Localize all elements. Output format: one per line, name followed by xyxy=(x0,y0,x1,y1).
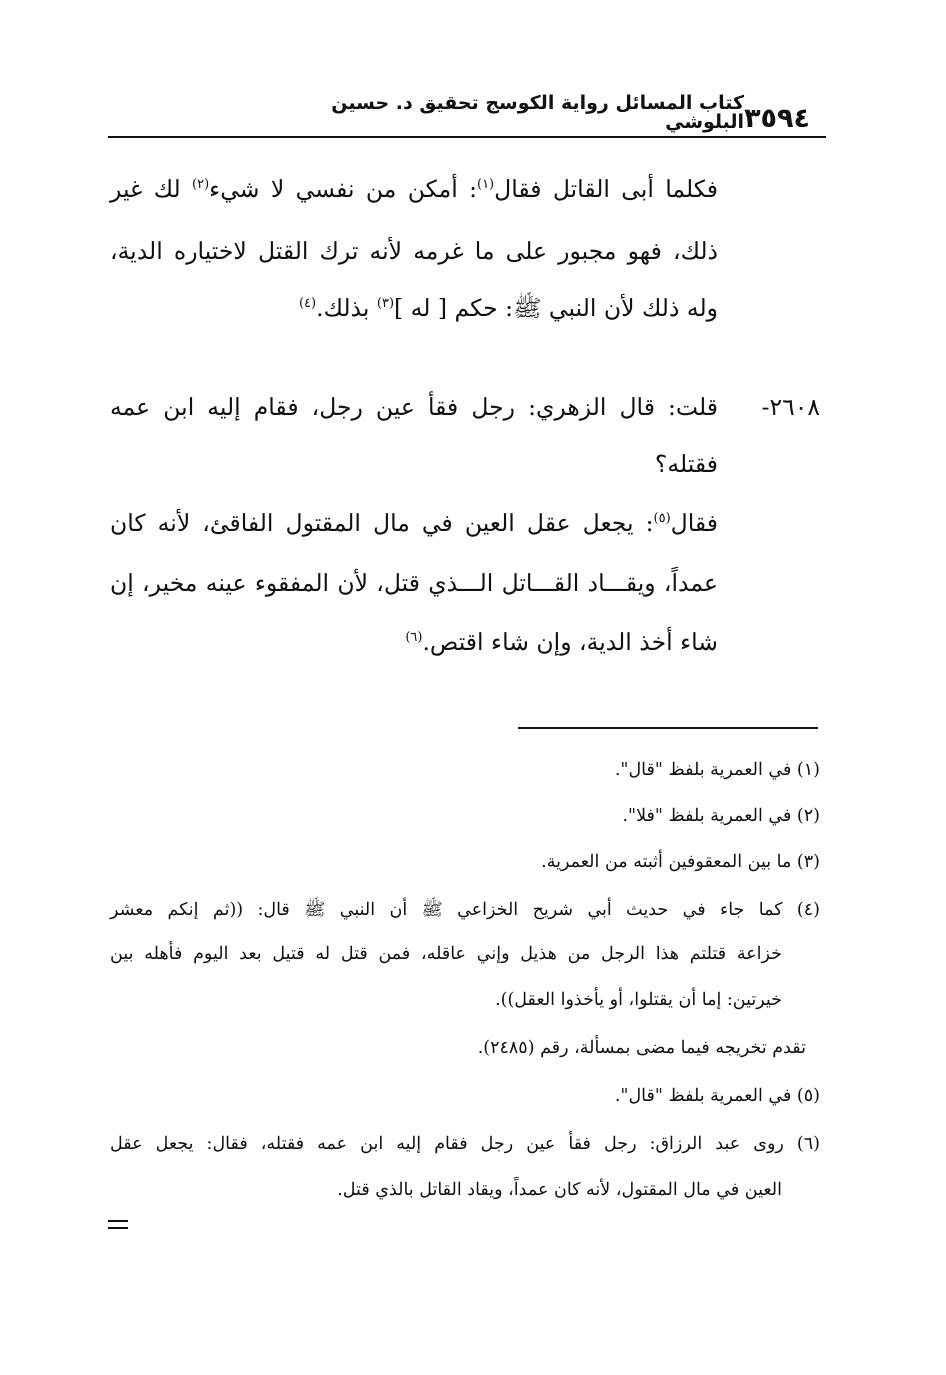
footnote-4: (٤) كما جاء في حديث أبي شريح الخزاعي ﷺ أن النبي ﷺ قال: ((ثم إنكم معشر xyxy=(110,900,820,920)
page-number: ٣٥٩٤ xyxy=(744,103,810,134)
continuation-mark xyxy=(108,1220,128,1234)
footnote-6-cont: العين في مال المقتول، لأنه كان عمداً، ويقاد القاتل بالذي قتل. xyxy=(337,1180,782,1200)
footnote-ref: (٢) xyxy=(192,177,210,193)
text-line: قلت: قال الزهري: رجل فقأ عين رجل، فقام إليه ابن عمه xyxy=(110,393,718,421)
footnote-6: (٦) روى عبد الرزاق: رجل فقأ عين رجل فقام إليه ابن عمه فقتله، فقال: يجعل عقل xyxy=(110,1134,820,1154)
footnote-5: (٥) في العمرية بلفظ "قال". xyxy=(614,1086,820,1106)
text-line: فكلما أبى القاتل فقال$^{(١)}$: أمكن من نفسي لا شيء$^{(٢)}$ لك غير xyxy=(110,175,718,203)
text-line: فقال$^{(٥)}$: يجعل عقل العين في مال المقتول الفاقئ، لأنه كان xyxy=(110,509,718,537)
footnote-ref: (١) xyxy=(476,177,495,193)
footnote-ref: (٤) xyxy=(298,296,317,312)
text-line: فقتله؟ xyxy=(654,450,718,478)
footnote-2: (٢) في العمرية بلفظ "فلا". xyxy=(622,806,820,826)
footnote-separator xyxy=(518,727,818,729)
page-header xyxy=(108,92,826,132)
header-rule xyxy=(108,136,826,138)
footnote-3: (٣) ما بين المعقوفين أثبته من العمرية. xyxy=(541,852,820,872)
footnote-ref: (٥) xyxy=(653,511,671,527)
footnote-4-cont: خزاعة قتلتم هذا الرجل من هذيل وإني عاقله، فمن قتل له قتيل بعد اليوم فأهله بين xyxy=(110,944,782,964)
footnote-ref: (٦) xyxy=(405,630,423,646)
text-line: ذلك، فهو مجبور على ما غرمه لأنه ترك القتل لاختياره الدية، xyxy=(110,237,718,265)
footnote-1: (١) في العمرية بلفظ "قال". xyxy=(614,760,820,780)
footnote-ref: (٣) xyxy=(376,296,395,312)
issue-number: ٢٦٠٨- xyxy=(761,393,820,421)
text-line: عمداً، ويقـــاد القـــاتل الـــذي قتل، لأن المفقوء عينه مخير، إن xyxy=(110,569,718,597)
footnote-4-note: تقدم تخريجه فيما مضى بمسألة، رقم (٢٤٨٥). xyxy=(477,1038,806,1058)
running-title: كتاب المسائل رواية الكوسج تحقيق د. حسين البلوشي xyxy=(331,92,745,133)
footnote-4-cont: خيرتين: إما أن يقتلوا، أو يأخذوا العقل)). xyxy=(495,990,782,1010)
text-line: شاء أخذ الدية، وإن شاء اقتص.$^{(٦)}$ xyxy=(405,628,718,656)
text-line: وله ذلك لأن النبي ﷺ: حكم [ له ]$^{(٣)}$ بذلك.$^{(٤)}$ xyxy=(298,294,718,322)
